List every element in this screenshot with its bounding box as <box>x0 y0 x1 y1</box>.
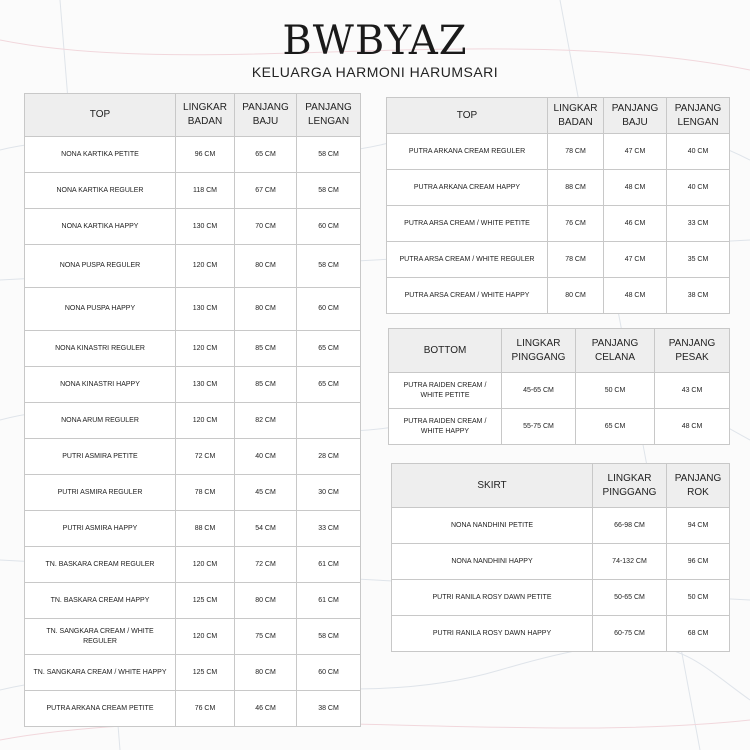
measurement-cell-2: 46 CM <box>235 691 297 727</box>
measurement-cell-1: 78 CM <box>548 134 604 170</box>
measurement-cell-1: 45-65 CM <box>502 373 576 409</box>
table-row <box>392 616 730 652</box>
measurement-cell-1: 60-75 CM <box>593 616 667 652</box>
measurement-cell-2: 82 CM <box>235 403 297 439</box>
measurement-cell-2: 47 CM <box>604 242 667 278</box>
brand-logo: BWBYAZ <box>282 18 468 64</box>
product-name-cell: PUTRI ASMIRA REGULER <box>25 475 176 511</box>
product-name-cell: PUTRA ARKANA CREAM PETITE <box>25 691 176 727</box>
table-row <box>389 409 730 445</box>
table-row <box>25 547 361 583</box>
measurement-cell-1: 78 CM <box>548 242 604 278</box>
table-row <box>25 475 361 511</box>
table-row <box>387 170 730 206</box>
measurement-cell-1: 130 CM <box>176 367 235 403</box>
product-name-cell: PUTRI ASMIRA HAPPY <box>25 511 176 547</box>
table-row <box>392 580 730 616</box>
product-name-cell: NONA NANDHINI PETITE <box>392 508 593 544</box>
product-name-cell: NONA KARTIKA PETITE <box>25 137 176 173</box>
measurement-cell-1: 120 CM <box>176 331 235 367</box>
measurement-cell-1: 130 CM <box>176 209 235 245</box>
measurement-cell-2: 70 CM <box>235 209 297 245</box>
measurement-cell-3: 35 CM <box>667 242 730 278</box>
measurement-cell-3: 43 CM <box>655 373 730 409</box>
column-header: BOTTOM <box>389 329 502 373</box>
measurement-cell-2: 94 CM <box>667 508 730 544</box>
measurement-cell-1: 130 CM <box>176 288 235 331</box>
measurement-cell-2: 65 CM <box>235 137 297 173</box>
table-row <box>25 691 361 727</box>
skirt-size-table <box>391 463 730 652</box>
measurement-cell-1: 72 CM <box>176 439 235 475</box>
table-row <box>25 288 361 331</box>
column-header: SKIRT <box>392 464 593 508</box>
measurement-cell-2: 67 CM <box>235 173 297 209</box>
measurement-cell-2: 40 CM <box>235 439 297 475</box>
bottom-size-table <box>388 328 730 445</box>
table-row <box>25 655 361 691</box>
column-header: PANJANG BAJU <box>604 98 667 134</box>
product-name-cell: NONA ARUM REGULER <box>25 403 176 439</box>
table-row <box>25 331 361 367</box>
measurement-cell-1: 96 CM <box>176 137 235 173</box>
column-header: TOP <box>25 94 176 137</box>
table-row <box>25 583 361 619</box>
table-row <box>25 209 361 245</box>
measurement-cell-3: 58 CM <box>297 137 361 173</box>
measurement-cell-1: 118 CM <box>176 173 235 209</box>
measurement-cell-3: 60 CM <box>297 209 361 245</box>
table-row <box>387 134 730 170</box>
column-header: LINGKAR BADAN <box>176 94 235 137</box>
measurement-cell-3: 60 CM <box>297 655 361 691</box>
product-name-cell: PUTRA ARKANA CREAM HAPPY <box>387 170 548 206</box>
product-name-cell: PUTRI ASMIRA PETITE <box>25 439 176 475</box>
measurement-cell-1: 125 CM <box>176 655 235 691</box>
column-header: LINGKAR PINGGANG <box>502 329 576 373</box>
product-name-cell: PUTRA ARSA CREAM / WHITE PETITE <box>387 206 548 242</box>
table-row <box>25 511 361 547</box>
measurement-cell-2: 50 CM <box>576 373 655 409</box>
product-name-cell: NONA KINASTRI HAPPY <box>25 367 176 403</box>
table-row <box>387 278 730 314</box>
table-row <box>25 367 361 403</box>
table-row <box>25 245 361 288</box>
column-header: TOP <box>387 98 548 134</box>
column-header: PANJANG LENGAN <box>297 94 361 137</box>
measurement-cell-1: 120 CM <box>176 547 235 583</box>
header-row <box>389 329 730 373</box>
top-size-table-left <box>24 93 361 727</box>
measurement-cell-1: 78 CM <box>176 475 235 511</box>
table-row <box>25 619 361 655</box>
measurement-cell-1: 74-132 CM <box>593 544 667 580</box>
measurement-cell-3: 28 CM <box>297 439 361 475</box>
measurement-cell-2: 80 CM <box>235 583 297 619</box>
product-name-cell: PUTRA RAIDEN CREAM / WHITE PETITE <box>389 373 502 409</box>
table-row <box>387 242 730 278</box>
measurement-cell-3: 65 CM <box>297 331 361 367</box>
product-name-cell: TN. SANGKARA CREAM / WHITE REGULER <box>25 619 176 655</box>
measurement-cell-1: 66-98 CM <box>593 508 667 544</box>
measurement-cell-2: 85 CM <box>235 331 297 367</box>
measurement-cell-2: 72 CM <box>235 547 297 583</box>
product-name-cell: PUTRA ARSA CREAM / WHITE REGULER <box>387 242 548 278</box>
measurement-cell-1: 120 CM <box>176 245 235 288</box>
measurement-cell-2: 54 CM <box>235 511 297 547</box>
measurement-cell-2: 46 CM <box>604 206 667 242</box>
product-name-cell: PUTRA ARSA CREAM / WHITE HAPPY <box>387 278 548 314</box>
column-header: LINGKAR BADAN <box>548 98 604 134</box>
table-row <box>25 173 361 209</box>
measurement-cell-3: 40 CM <box>667 134 730 170</box>
measurement-cell-3: 48 CM <box>655 409 730 445</box>
measurement-cell-3: 33 CM <box>667 206 730 242</box>
measurement-cell-2: 65 CM <box>576 409 655 445</box>
table-row <box>392 544 730 580</box>
measurement-cell-1: 120 CM <box>176 403 235 439</box>
column-header: PANJANG PESAK <box>655 329 730 373</box>
product-name-cell: PUTRI RANILA ROSY DAWN HAPPY <box>392 616 593 652</box>
measurement-cell-2: 96 CM <box>667 544 730 580</box>
measurement-cell-2: 80 CM <box>235 288 297 331</box>
measurement-cell-2: 48 CM <box>604 278 667 314</box>
product-name-cell: PUTRA RAIDEN CREAM / WHITE HAPPY <box>389 409 502 445</box>
column-header: PANJANG ROK <box>667 464 730 508</box>
product-name-cell: NONA KINASTRI REGULER <box>25 331 176 367</box>
product-name-cell: TN. BASKARA CREAM REGULER <box>25 547 176 583</box>
measurement-cell-2: 50 CM <box>667 580 730 616</box>
table-row <box>25 403 361 439</box>
measurement-cell-2: 85 CM <box>235 367 297 403</box>
measurement-cell-2: 48 CM <box>604 170 667 206</box>
product-name-cell: TN. SANGKARA CREAM / WHITE HAPPY <box>25 655 176 691</box>
product-name-cell: NONA KARTIKA HAPPY <box>25 209 176 245</box>
table-row <box>387 206 730 242</box>
measurement-cell-2: 45 CM <box>235 475 297 511</box>
column-header: LINGKAR PINGGANG <box>593 464 667 508</box>
measurement-cell-3: 58 CM <box>297 245 361 288</box>
measurement-cell-3: 61 CM <box>297 583 361 619</box>
measurement-cell-3: 38 CM <box>297 691 361 727</box>
header-row <box>392 464 730 508</box>
measurement-cell-1: 125 CM <box>176 583 235 619</box>
product-name-cell: TN. BASKARA CREAM HAPPY <box>25 583 176 619</box>
product-name-cell: PUTRA ARKANA CREAM REGULER <box>387 134 548 170</box>
column-header: PANJANG CELANA <box>576 329 655 373</box>
header-row <box>387 98 730 134</box>
top-size-table-right <box>386 97 730 314</box>
measurement-cell-3: 58 CM <box>297 173 361 209</box>
measurement-cell-3: 30 CM <box>297 475 361 511</box>
measurement-cell-2: 80 CM <box>235 655 297 691</box>
product-name-cell: NONA KARTIKA REGULER <box>25 173 176 209</box>
measurement-cell-2: 68 CM <box>667 616 730 652</box>
measurement-cell-3: 61 CM <box>297 547 361 583</box>
product-name-cell: PUTRI RANILA ROSY DAWN PETITE <box>392 580 593 616</box>
measurement-cell-1: 55-75 CM <box>502 409 576 445</box>
measurement-cell-3: 58 CM <box>297 619 361 655</box>
table-row <box>392 508 730 544</box>
page-subtitle: KELUARGA HARMONI HARUMSARI <box>251 64 499 80</box>
measurement-cell-3: 40 CM <box>667 170 730 206</box>
table-row <box>25 439 361 475</box>
measurement-cell-1: 50-65 CM <box>593 580 667 616</box>
product-name-cell: NONA PUSPA HAPPY <box>25 288 176 331</box>
measurement-cell-2: 47 CM <box>604 134 667 170</box>
measurement-cell-1: 76 CM <box>176 691 235 727</box>
measurement-cell-1: 76 CM <box>548 206 604 242</box>
measurement-cell-1: 80 CM <box>548 278 604 314</box>
product-name-cell: NONA PUSPA REGULER <box>25 245 176 288</box>
measurement-cell-3: 38 CM <box>667 278 730 314</box>
table-row <box>389 373 730 409</box>
column-header: PANJANG LENGAN <box>667 98 730 134</box>
measurement-cell-2: 80 CM <box>235 245 297 288</box>
measurement-cell-2: 75 CM <box>235 619 297 655</box>
measurement-cell-3: 33 CM <box>297 511 361 547</box>
measurement-cell-1: 88 CM <box>176 511 235 547</box>
header-row <box>25 94 361 137</box>
product-name-cell: NONA NANDHINI HAPPY <box>392 544 593 580</box>
measurement-cell-1: 120 CM <box>176 619 235 655</box>
measurement-cell-3: 65 CM <box>297 367 361 403</box>
measurement-cell-3: 60 CM <box>297 288 361 331</box>
measurement-cell-3 <box>297 403 361 439</box>
measurement-cell-1: 88 CM <box>548 170 604 206</box>
table-row <box>25 137 361 173</box>
column-header: PANJANG BAJU <box>235 94 297 137</box>
